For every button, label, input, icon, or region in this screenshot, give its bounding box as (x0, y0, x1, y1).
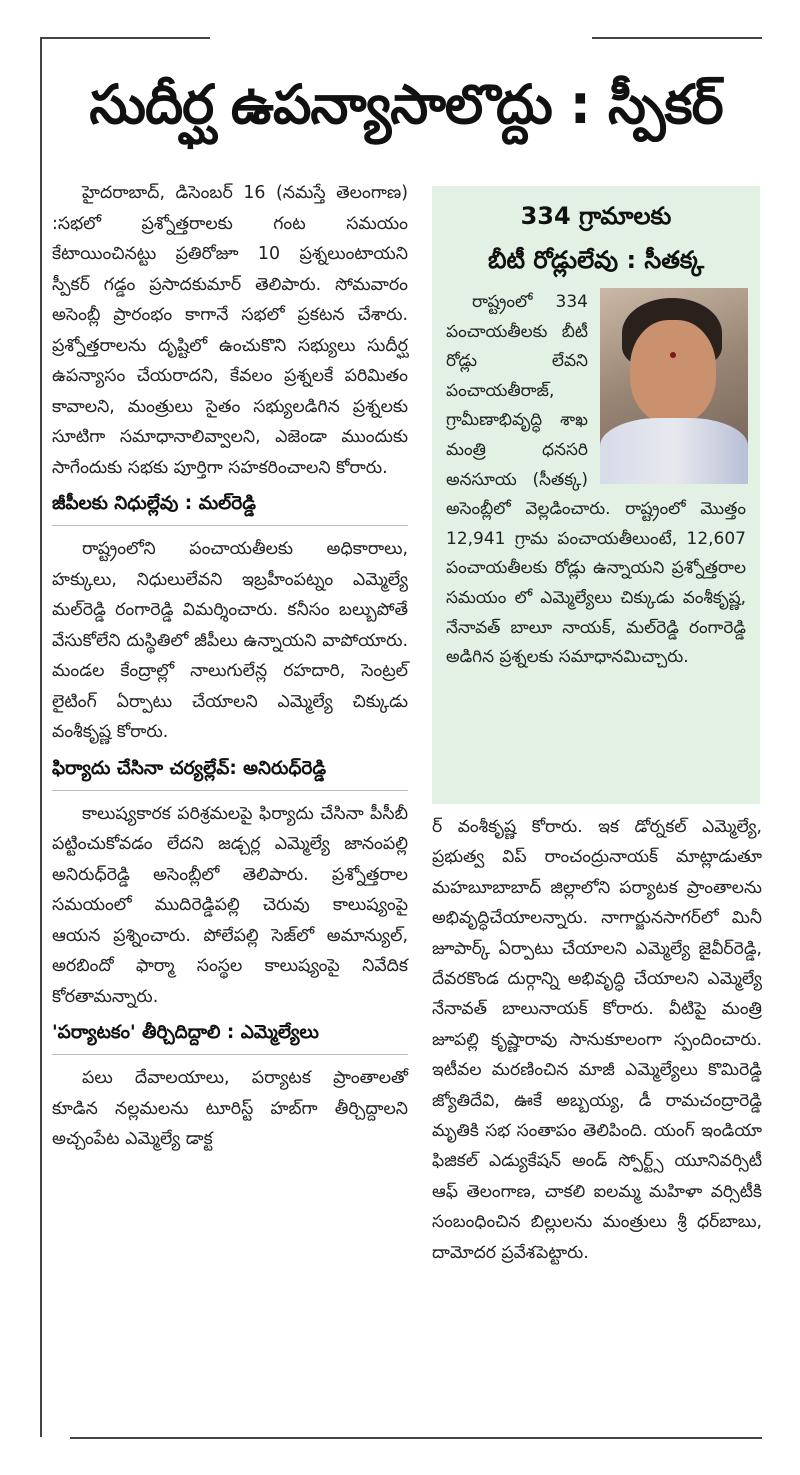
section-heading-gp-funds: జీపీలకు నిధుల్లేవు : మల్‌రెడ్డి (52, 491, 408, 526)
section-heading-pollution: ఫిర్యాదు చేసినా చర్యల్లేవ్: అనిరుధ్‌రెడ్డి (52, 756, 408, 791)
bottom-rule (70, 1437, 762, 1439)
top-rule-right (592, 37, 762, 39)
sidebar-title-line1: 334 గ్రామాలకు (520, 202, 672, 230)
section-body-gp-funds: రాష్ట్రంలోని పంచాయతీలకు అధికారాలు, హక్కులు, నిధులులేవని ఇబ్రహీంపట్నం ఎమ్మెల్యే మల్‌రెడ్డి రంగారెడ్డి విమర్శించారు. కనీసం బల్బుపోతే వేసుకోలేని దుస్థితిలో జీపీలు ఉన్నాయని వాపోయారు. మండల కేంద్రాల్లో నాలుగులేన్ల రహదారి, సెంట్రల్ లైటింగ్ ఏర్పాటు చేయాలని ఎమ్మెల్యే చిక్కుడు వంశీకృష్ణ కోరారు. (52, 539, 408, 742)
right-column (432, 812, 762, 1268)
sidebar-title-line2: బీటీ రోడ్లులేవు : సీతక్క (487, 246, 705, 274)
section-body-pollution: కాలుష్యకారక పరిశ్రమలపై ఫిర్యాదు చేసినా పీసీబీ పట్టించుకోవడం లేదని జడ్చర్ల ఎమ్మెల్యే జానంపల్లి అనిరుధ్‌రెడ్డి అసెంబ్లీలో తెలిపారు. ప్రశ్నోత్తరాల సమయంలో ముదిరెడ్డిపల్లి చెరువు కాలుష్యంపై ఆయన ప్రశ్నించారు. పోలేపల్లి సెజ్‌లో అమాన్యుల్, అరబిందో ఫార్మా సంస్థల కాలుష్యంపై నివేదిక కోరతామన్నారు. (52, 803, 408, 1007)
left-column (52, 178, 408, 1155)
sidebar-body (446, 288, 746, 673)
sidebar-paragraph: రాష్ట్రంలో 334 పంచాయతీలకు బీటీ రోడ్లు లేవని పంచాయతీరాజ్, గ్రామీణాభివృద్ధి శాఖ మంత్రి ధనసరి అనసూయ (సీతక్క) అసెంబ్లీలో వెల్లడించారు. రాష్ట్రంలో మొత్తం 12,941 గ్రామ పంచాయతీలుంటే, 12,607 పంచాయతీలకు రోడ్లు ఉన్నాయని ప్రశ్నోత్తరాల సమయం లో ఎమ్మెల్యేలు చిక్కుడు వంశీకృష్ణ, నేనావత్ బాలూ నాయక్, మల్‌రెడ్డి రంగారెడ్డి అడిగిన ప్రశ్నలకు సమాధానమిచ్చారు. (446, 292, 746, 668)
minister-photo (600, 288, 748, 484)
left-rule (40, 37, 42, 1437)
continuation-paragraph: ర్ వంశీకృష్ణ కోరారు. ఇక డోర్నకల్ ఎమ్మెల్యే, ప్రభుత్వ విప్ రాంచంద్రునాయక్ మాట్లాడుతూ మహబూబాబాద్ జిల్లాలోని పర్యాటక ప్రాంతాలను అభివృద్ధిచేయాలన్నారు. నాగార్జునసాగర్‌లో మినీ జూపార్క్ ఏర్పాటు చేయాలని ఎమ్మెల్యే జైవీర్‌రెడ్డి, దేవరకొండ దుర్గాన్ని అభివృద్ధి చేయాలని ఎమ్మెల్యే నేనావత్ బాలునాయక్ కోరారు. వీటిపై మంత్రి జూపల్లి కృష్ణారావు సానుకూలంగా స్పందించారు. ఇటీవల మరణించిన మాజీ ఎమ్మెల్యేలు కొమిరెడ్డి జ్యోతిదేవి, ఊకే అబ్బయ్య, డీ రామచంద్రారెడ్డి మృతికి సభ సంతాపం తెలిపింది. యంగ్ ఇండియా ఫిజికల్ ఎడ్యుకేషన్ అండ్ స్పోర్ట్స్ యూనివర్సిటీ ఆఫ్ తెలంగాణ, చాకలి ఐలమ్మ మహిళా వర్సిటీకి సంబంధించిన బిల్లులను మంత్రులు శ్రీ ధర్‌బాబు, దామోదర ప్రవేశపెట్టారు. (432, 817, 762, 1263)
headline: సుదీర్ఘ ఉపన్యాసాలొద్దు : స్పీకర్ (89, 73, 723, 136)
top-rule-left (40, 37, 210, 39)
sidebar-box (432, 186, 760, 804)
main-paragraph: హైదరాబాద్, డిసెంబర్ 16 (నమస్తే తెలంగాణ) :సభలో ప్రశ్నోత్తరాలకు గంట సమయం కేటాయించినట్టు ప్రతిరోజూ 10 ప్రశ్నలుంటాయని స్పీకర్ గడ్డం ప్రసాదకుమార్ తెలిపారు. సోమవారం అసెంబ్లీ ప్రారంభం కాగానే సభలో ప్రకటన చేశారు. ప్రశ్నోత్తరాలను దృష్టిలో ఉంచుకొని సభ్యులు సుదీర్ఘ ఉపన్యాసం చేయరాదని, కేవలం ప్రశ్నలకే పరిమితం కావాలని, మంత్రులు సైతం సభ్యులడిగిన ప్రశ్నలకు సూటిగా సమాధానాలివ్వాలని, ఎజెండా ముందుకు సాగేందుకు సభకు పూర్తిగా సహకరించాలని కోరారు. (52, 183, 408, 478)
section-heading-tourism: 'పర్యాటకం' తీర్చిదిద్దాలి : ఎమ్మెల్యేలు (52, 1020, 408, 1055)
section-body-tourism: పలు దేవాలయాలు, పర్యాటక ప్రాంతాలతో కూడిన నల్లమలను టూరిస్ట్ హబ్‌గా తీర్చిద్దాలని అచ్చంపేట ఎమ్మెల్యే డాక్ట (52, 1068, 408, 1149)
